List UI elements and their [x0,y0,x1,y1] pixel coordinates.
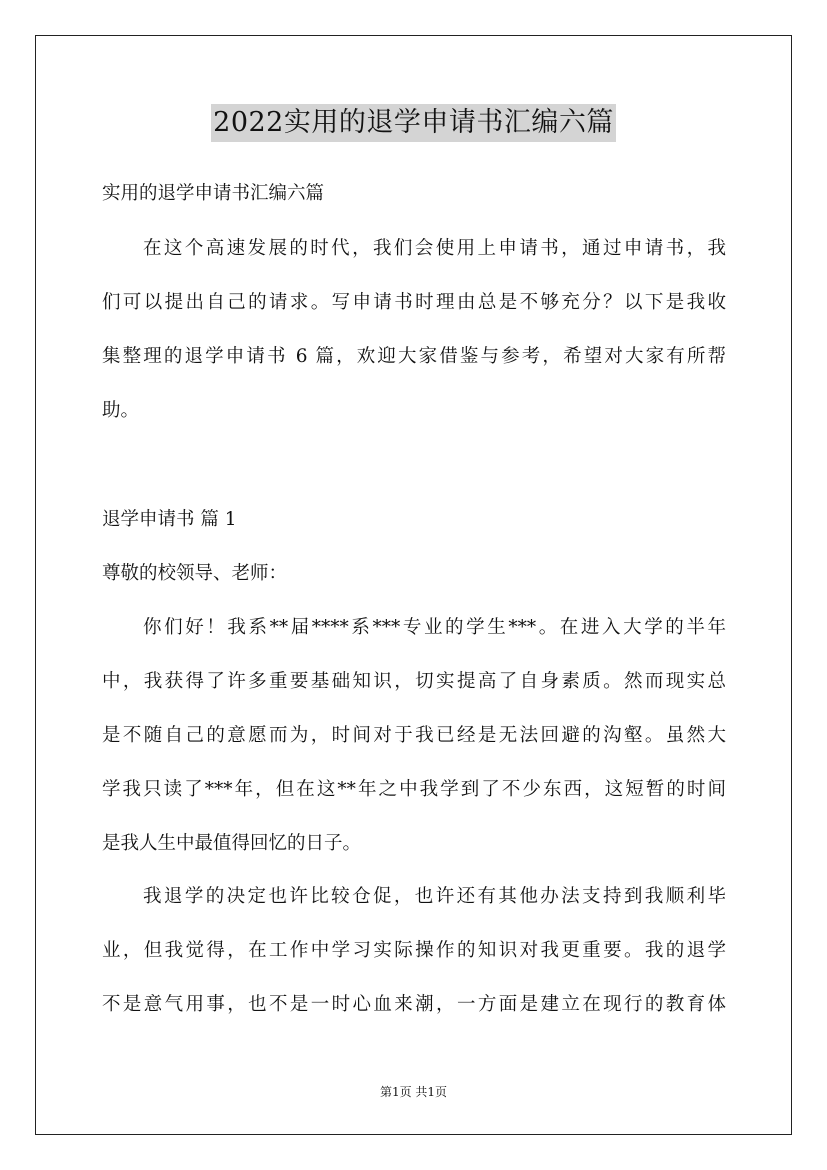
intro-line-2: 们可以提出自己的请求。写申请书时理由总是不够充分？以下是我收 [102,292,726,313]
para2-line-1: 我退学的决定也许比较仓促，也许还有其他办法支持到我顺利毕 [143,886,726,907]
para2-line-2: 业，但我觉得，在工作中学习实际操作的知识对我更重要。我的退学 [102,940,726,961]
intro-line-1: 在这个高速发展的时代，我们会使用上申请书，通过申请书，我 [143,238,726,259]
document-title: 2022实用的退学申请书汇编六篇 [211,104,616,142]
intro-line-3: 集整理的退学申请书 6 篇，欢迎大家借鉴与参考，希望对大家有所帮 [102,346,726,367]
para1-line-2: 中，我获得了许多重要基础知识，切实提高了自身素质。然而现实总 [102,671,726,692]
para2-line-3: 不是意气用事，也不是一时心血来潮，一方面是建立在现行的教育体 [102,994,726,1015]
para1-line-4: 学我只读了***年，但在这**年之中我学到了不少东西，这短暂的时间 [102,779,726,800]
section-heading: 退学申请书 篇 1 [102,509,237,530]
salutation: 尊敬的校领导、老师： [102,563,288,584]
document-subtitle: 实用的退学申请书汇编六篇 [102,183,325,204]
para1-line-5: 是我人生中最值得回忆的日子。 [102,833,362,854]
title-container [0,104,827,142]
intro-line-4: 助。 [102,400,140,421]
page-footer: 第1页 共1页 [379,1085,448,1099]
para1-line-3: 是不随自己的意愿而为，时间对于我已经是无法回避的沟壑。虽然大 [102,725,726,746]
para1-line-1: 你们好！我系**届****系***专业的学生***。在进入大学的半年 [143,617,726,638]
